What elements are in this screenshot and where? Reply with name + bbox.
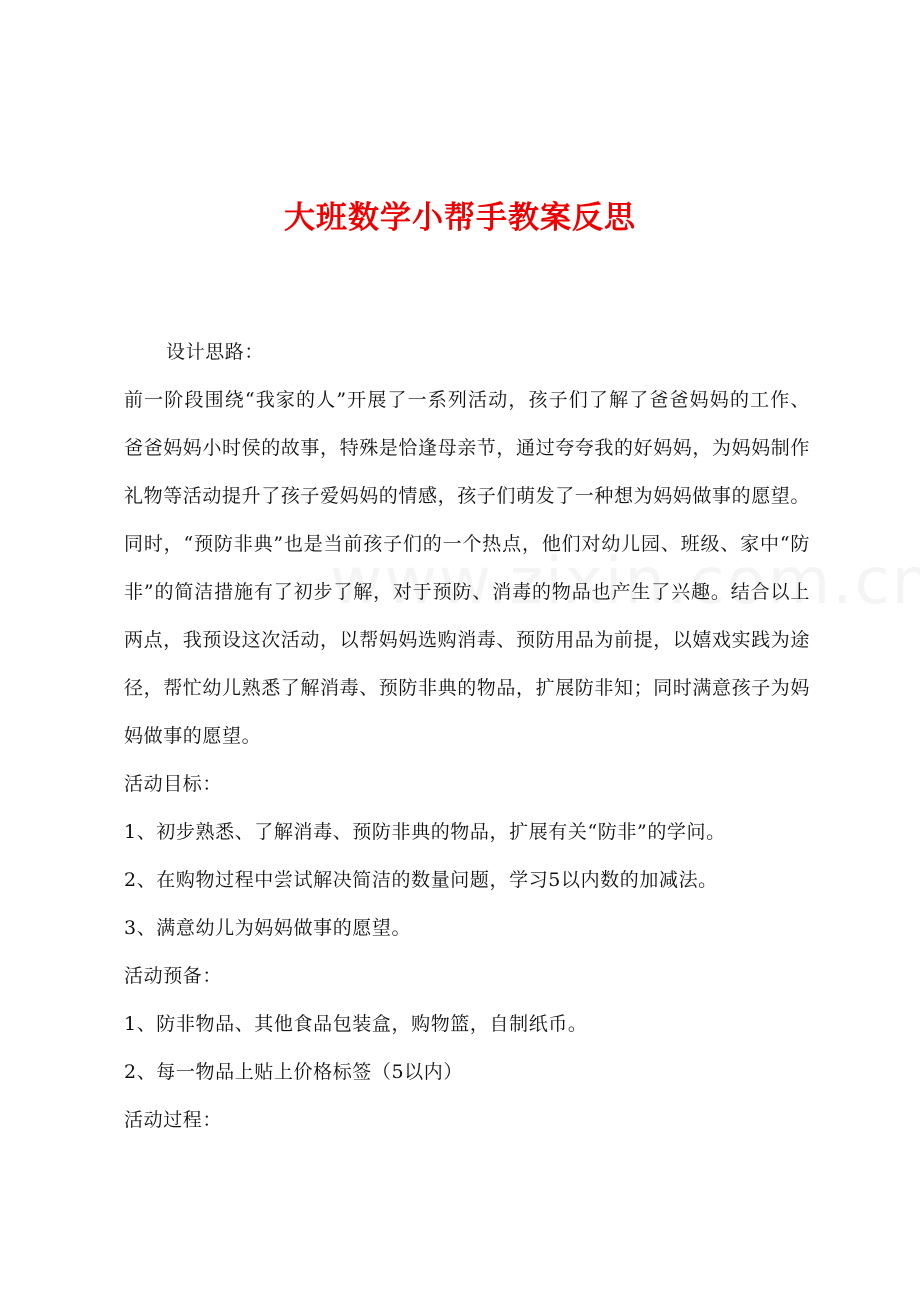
goal-item: 2、在购物过程中尝试解决简洁的数量问题，学习5以内数的加减法。 (124, 869, 718, 891)
goals-heading: 活动目标： (124, 773, 223, 795)
design-heading: 设计思路： (166, 341, 265, 363)
goal-item: 3、满意幼儿为妈妈做事的愿望。 (124, 917, 412, 939)
prep-item: 1、防非物品、其他食品包装盒，购物篮，自制纸币。 (124, 1013, 588, 1035)
process-heading: 活动过程： (124, 1109, 223, 1131)
document-title: 大班数学小帮手教案反思 (284, 200, 636, 236)
document-body (124, 328, 810, 1144)
prep-heading: 活动预备： (124, 965, 223, 987)
goal-item: 1、初步熟悉、了解消毒、预防非典的物品，扩展有关“防非”的学问。 (124, 821, 726, 843)
prep-item: 2、每一物品上贴上价格标签（5以内） (124, 1061, 463, 1083)
design-paragraph: 前一阶段围绕“我家的人”开展了一系列活动，孩子们了解了爸爸妈妈的工作、爸爸妈妈小时侯的故事，特殊是恰逢母亲节，通过夸夸我的好妈妈，为妈妈制作礼物等活动提升了孩子爱妈妈的情感，孩子们萌发了一种想为妈妈做事的愿望。同时，“预防非典”也是当前孩子们的一个热点，他们对幼儿园、班级、家中“防非”的简洁措施有了初步了解，对于预防、消毒的物品也产生了兴趣。结合以上两点，我预设这次活动，以帮妈妈选购消毒、预防用品为前提，以嬉戏实践为途径，帮忙幼儿熟悉了解消毒、预防非典的物品，扩展防非知；同时满意孩子为妈妈做事的愿望。 (124, 389, 811, 747)
